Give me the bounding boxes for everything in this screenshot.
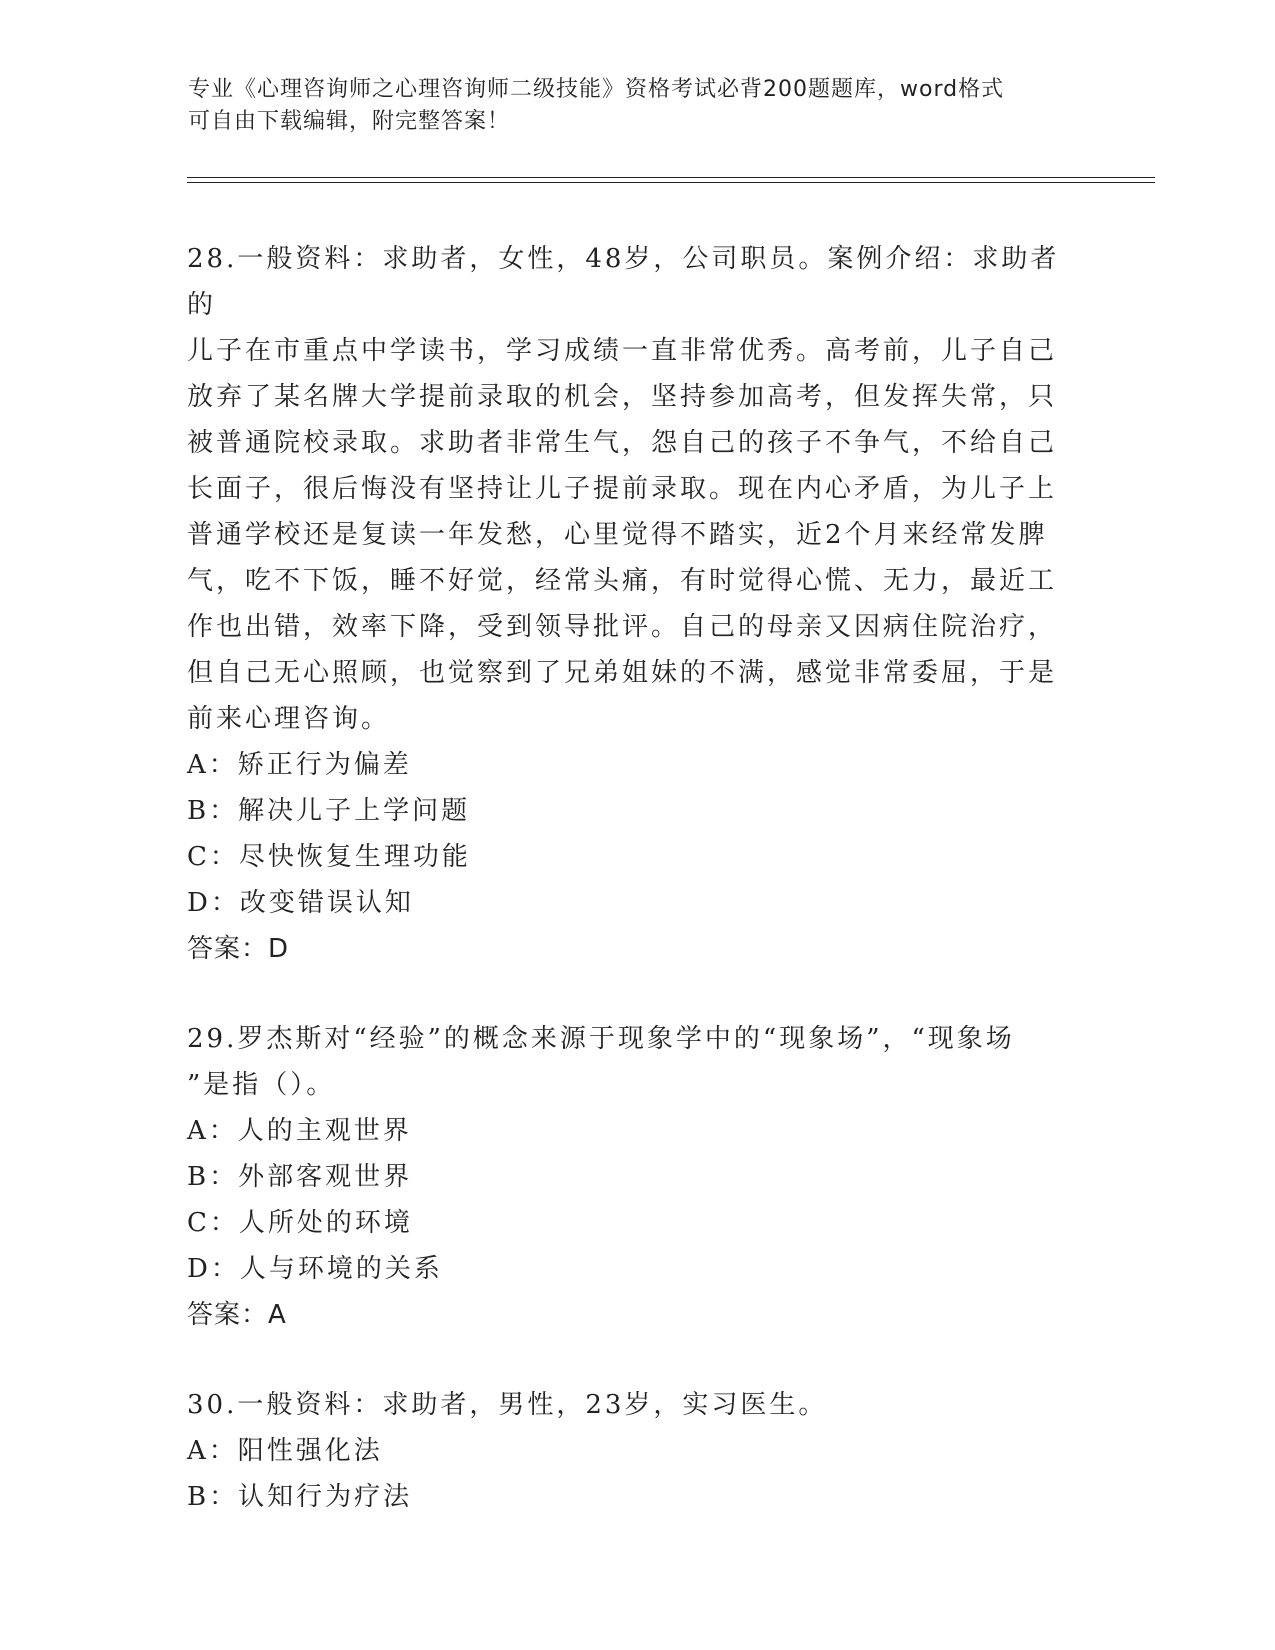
- question-28: [187, 236, 1087, 972]
- question-spacer: [187, 1338, 1087, 1382]
- question-stem-line: 普通学校还是复读一年发愁，心里觉得不踏实，近2个月来经常发脾: [187, 520, 1048, 550]
- header-divider-top: [187, 177, 1155, 178]
- option-a: A：矫正行为偏差: [187, 750, 412, 780]
- question-spacer: [187, 972, 1087, 1016]
- option-c: C：人所处的环境: [187, 1208, 413, 1238]
- option-c: C：尽快恢复生理功能: [187, 842, 471, 872]
- question-stem-line: 30.一般资料：求助者，男性，23岁，实习医生。: [187, 1390, 828, 1420]
- option-d: D：人与环境的关系: [187, 1254, 443, 1284]
- question-stem-line: 作也出错，效率下降，受到领导批评。自己的母亲又因病住院治疗，: [187, 612, 1058, 642]
- option-b: B：解决儿子上学问题: [187, 796, 471, 826]
- header-line-2: 可自由下载编辑，附完整答案！: [188, 109, 511, 134]
- option-b: B：认知行为疗法: [187, 1482, 413, 1512]
- option-d: D：改变错误认知: [187, 888, 414, 918]
- answer-line: 答案：A: [187, 1300, 287, 1330]
- question-stem-line: 但自己无心照顾，也觉察到了兄弟姐妹的不满，感觉非常委屈，于是: [187, 658, 1058, 688]
- question-stem-line: 儿子在市重点中学读书，学习成绩一直非常优秀。高考前，儿子自己: [187, 336, 1058, 366]
- header-line-1: 专业《心理咨询师之心理咨询师二级技能》资格考试必背200题题库，word格式: [188, 77, 1005, 102]
- question-30: [187, 1382, 1087, 1520]
- question-29: [187, 1016, 1087, 1338]
- question-stem-line: 长面子，很后悔没有坚持让儿子提前录取。现在内心矛盾，为儿子上: [187, 474, 1058, 504]
- question-stem-line: ”是指（）。: [187, 1070, 336, 1100]
- option-b: B：外部客观世界: [187, 1162, 413, 1192]
- question-list: [187, 236, 1087, 1520]
- header-divider-bottom: [187, 182, 1155, 183]
- question-stem-line: 28.一般资料：求助者，女性，48岁，公司职员。案例介绍：求助者的: [187, 244, 1060, 320]
- option-a: A：阳性强化法: [187, 1436, 383, 1466]
- question-stem-line: 前来心理咨询。: [187, 704, 391, 734]
- question-stem-line: 被普通院校录取。求助者非常生气，怨自己的孩子不争气，不给自己: [187, 428, 1058, 458]
- answer-line: 答案：D: [187, 934, 290, 964]
- question-stem-line: 气，吃不下饭，睡不好觉，经常头痛，有时觉得心慌、无力，最近工: [187, 566, 1058, 596]
- question-stem-line: 29.罗杰斯对“经验”的概念来源于现象学中的“现象场”，“现象场: [187, 1024, 1015, 1054]
- option-a: A：人的主观世界: [187, 1116, 412, 1146]
- document-header: [188, 74, 1078, 138]
- question-stem-line: 放弃了某名牌大学提前录取的机会，坚持参加高考，但发挥失常，只: [187, 382, 1058, 412]
